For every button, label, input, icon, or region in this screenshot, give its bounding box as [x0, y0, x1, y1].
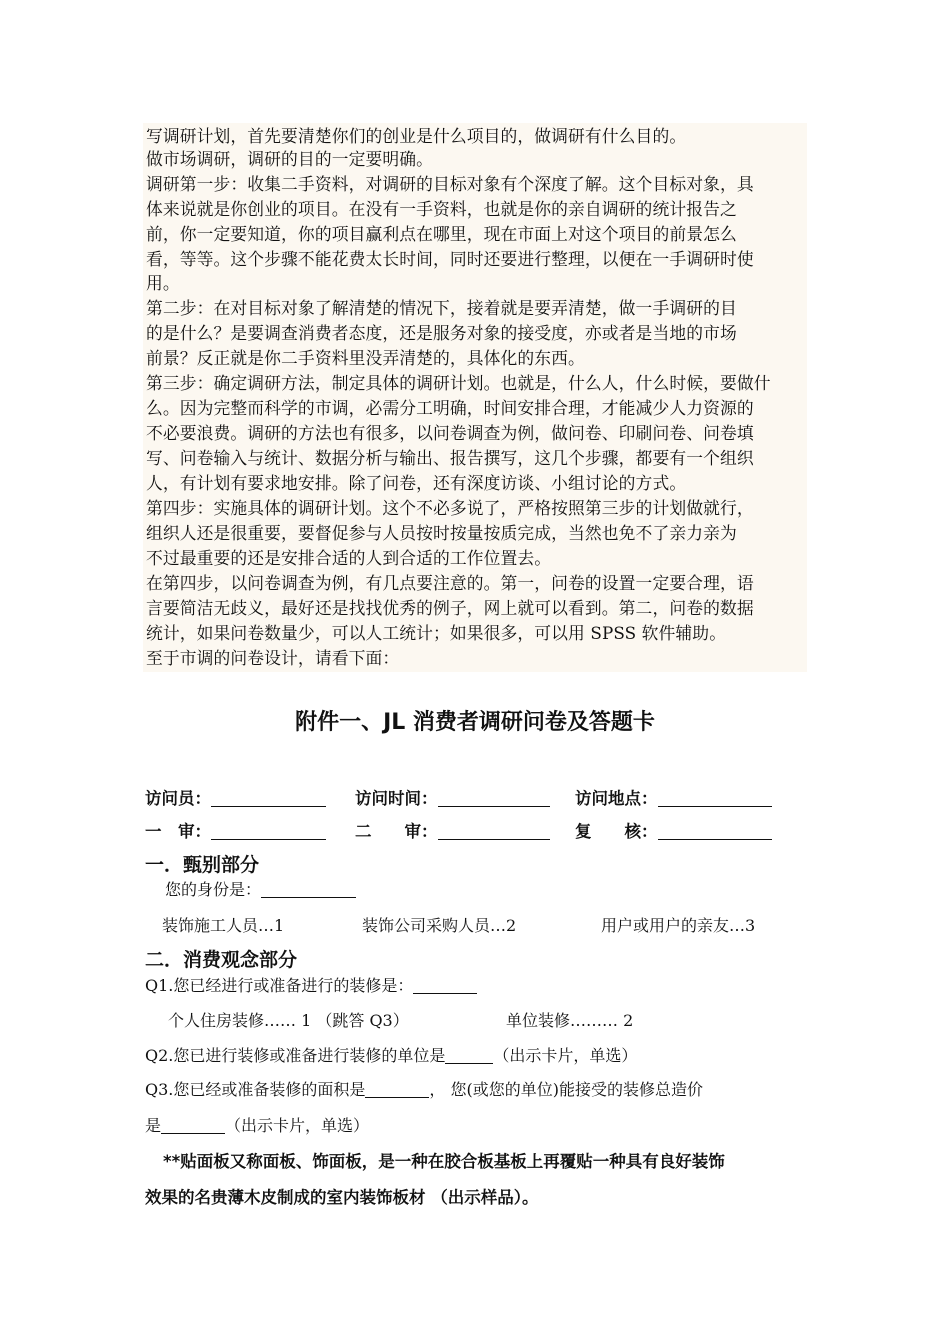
visit-place-label: 访问地点：: [575, 789, 658, 808]
recheck-field: [575, 818, 772, 842]
questionnaire-title: 附件一、JL 消费者调研问卷及答题卡: [295, 710, 655, 735]
intro-line: 第三步：确定调研方法，制定具体的调研计划。也就是，什么人，什么时候，要做什: [146, 373, 771, 393]
intro-line: 第二步：在对目标对象了解清楚的情况下，接着就是要弄清楚，做一手调研的目: [146, 298, 737, 318]
intro-line: 第四步：实施具体的调研计划。这个不必多说了，严格按照第三步的计划做就行，: [146, 498, 754, 518]
q3-instruction: （出示卡片，单选）: [225, 1116, 370, 1135]
identity-question-text: 您的身份是：: [165, 880, 262, 899]
q3-area-blank[interactable]: [365, 1082, 429, 1098]
q3-line2: [145, 1113, 369, 1136]
veneer-note-line1: **贴面板又称面板、饰面板，是一种在胶合板基板上再覆贴一种具有良好装饰: [163, 1152, 725, 1171]
intro-line: 统计，如果问卷数量少，可以人工统计；如果很多，可以用 SPSS 软件辅助。: [146, 623, 727, 643]
review2-field: [355, 818, 550, 842]
intro-text-block: [143, 123, 807, 672]
identity-question: [165, 877, 356, 900]
recheck-label: 复 核：: [575, 822, 658, 841]
section-screening-heading: 一．甄别部分: [145, 854, 260, 876]
q2: [145, 1043, 637, 1066]
intro-line: 写、问卷输入与统计、数据分析与输出、报告撰写，这几个步骤，都要有一个组织: [146, 448, 754, 468]
q1-option[interactable]: 单位装修……… 2: [506, 1011, 634, 1030]
intro-line: 调研第一步：收集二手资料，对调研的目标对象有个深度了解。这个目标对象，具: [146, 174, 754, 194]
interviewer-field: [145, 785, 326, 809]
visit-time-label: 访问时间：: [355, 789, 438, 808]
q2-instruction: （出示卡片，单选）: [493, 1046, 638, 1065]
interviewer-label: 访问员：: [145, 789, 211, 808]
intro-line: 体来说就是你创业的项目。在没有一手资料，也就是你的亲自调研的统计报告之: [146, 199, 737, 219]
review1-label: 一 审：: [145, 822, 211, 841]
q2-text: Q2.您已进行装修或准备进行装修的单位是: [145, 1046, 446, 1065]
veneer-note-line2: 效果的名贵薄木皮制成的室内装饰板材 （出示样品）。: [145, 1188, 539, 1207]
intro-line: 的是什么？是要调查消费者态度，还是服务对象的接受度，亦或者是当地的市场: [146, 323, 737, 343]
section-consumption-heading: 二．消费观念部分: [145, 949, 298, 971]
identity-option[interactable]: 用户或用户的亲友…3: [601, 916, 756, 935]
intro-line: 写调研计划，首先要清楚你们的创业是什么项目的，做调研有什么目的。: [146, 126, 687, 146]
intro-line: 不过最重要的还是安排合适的人到合适的工作位置去。: [146, 548, 552, 568]
visit-place-field: [575, 785, 772, 809]
intro-line: 看，等等。这个步骤不能花费太长时间，同时还要进行整理，以便在一手调研时使: [146, 249, 754, 269]
identity-option[interactable]: 装饰公司采购人员…2: [362, 916, 517, 935]
visit-time-field: [355, 785, 550, 809]
identity-option[interactable]: 装饰施工人员…1: [162, 916, 285, 935]
visit-time-blank[interactable]: [438, 790, 550, 807]
q1-text: Q1.您已经进行或准备进行的装修是：: [145, 976, 414, 995]
intro-line: 前，你一定要知道，你的项目赢利点在哪里，现在市面上对这个项目的前景怎么: [146, 224, 737, 244]
q3: [145, 1077, 703, 1100]
intro-line: 人，有计划有要求地安排。除了问卷，还有深度访谈、小组讨论的方式。: [146, 473, 687, 493]
visit-place-blank[interactable]: [658, 790, 772, 807]
recheck-blank[interactable]: [658, 823, 772, 840]
identity-answer-blank[interactable]: [261, 882, 356, 898]
intro-line: 前景？反正就是你二手资料里没弄清楚的，具体化的东西。: [146, 348, 585, 368]
review2-label: 二 审：: [355, 822, 438, 841]
intro-line: 做市场调研，调研的目的一定要明确。: [146, 149, 433, 169]
intro-line: 么。因为完整而科学的市调，必需分工明确，时间安排合理，才能减少人力资源的: [146, 398, 754, 418]
q3-text: Q3.您已经或准备装修的面积是: [145, 1080, 366, 1099]
q1-answer-blank[interactable]: [413, 978, 477, 994]
intro-line: 在第四步，以问卷调查为例，有几点要注意的。第一，问卷的设置一定要合理，语: [146, 573, 754, 593]
q1-option[interactable]: 个人住房装修…… 1 （跳答 Q3）: [168, 1011, 409, 1030]
intro-line: 不必要浪费。调研的方法也有很多，以问卷调查为例，做问卷、印刷问卷、问卷填: [146, 423, 754, 443]
interviewer-blank[interactable]: [211, 790, 326, 807]
review1-blank[interactable]: [211, 823, 326, 840]
q3-text-cont: ， 您(或您的单位)能接受的装修总造价: [429, 1080, 703, 1099]
review2-blank[interactable]: [438, 823, 550, 840]
q2-answer-blank[interactable]: [445, 1048, 493, 1064]
intro-line: 至于市调的问卷设计，请看下面：: [146, 648, 400, 668]
q1: [145, 973, 477, 996]
intro-line: 言要简洁无歧义，最好还是找找优秀的例子，网上就可以看到。第二，问卷的数据: [146, 598, 754, 618]
intro-line: 用。: [146, 273, 180, 293]
review1-field: [145, 818, 326, 842]
q3-line2-text: 是: [145, 1116, 162, 1135]
intro-line: 组织人还是很重要，要督促参与人员按时按量按质完成，当然也免不了亲力亲为: [146, 523, 737, 543]
q3-cost-blank[interactable]: [161, 1118, 225, 1134]
